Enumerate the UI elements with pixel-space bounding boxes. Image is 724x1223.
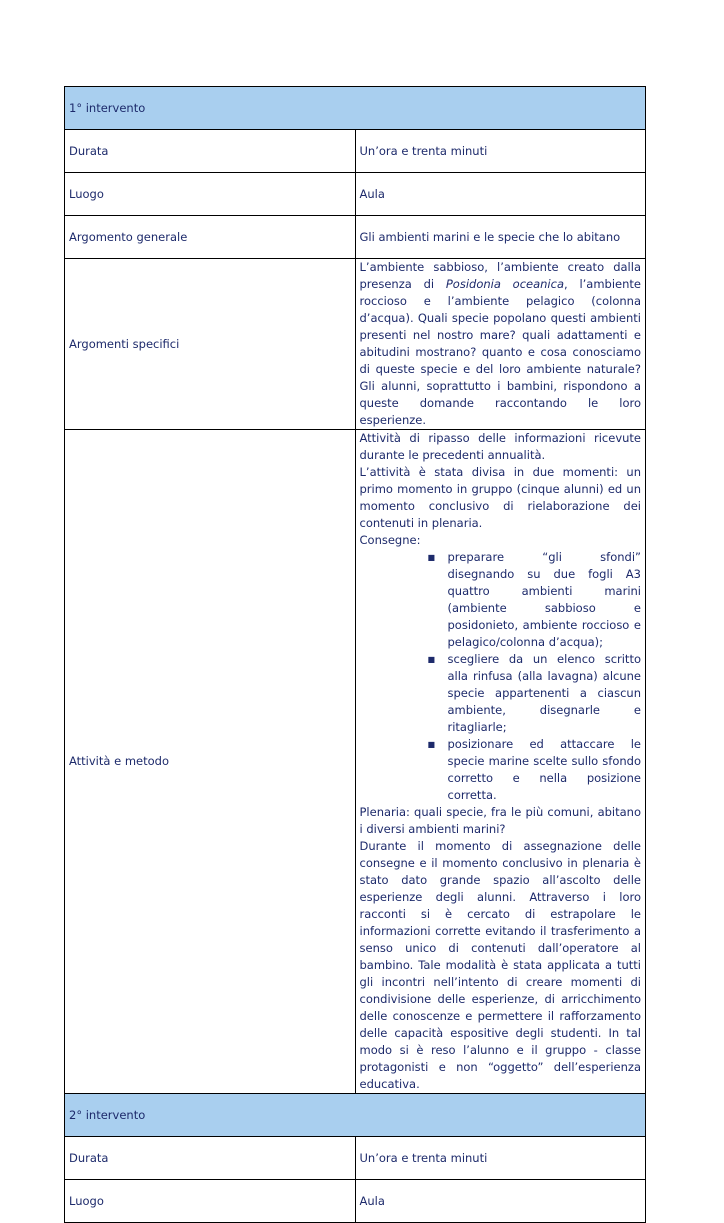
luogo-label: Luogo	[65, 173, 356, 216]
durata-label: Durata	[65, 130, 356, 173]
durata-label-2: Durata	[65, 1137, 356, 1180]
section1-specifici-row	[65, 259, 646, 430]
attivita-paragraph-2: L’attività è stata divisa in due momenti: un primo momento in gruppo (cinque alunni) ed un momento conclusivo di rielaborazione dei contenuti in plenaria.	[359, 465, 641, 530]
argomento-value: Gli ambienti marini e le specie che lo abitano	[355, 216, 646, 259]
section2-durata-row	[65, 1137, 646, 1180]
consegne-list	[360, 549, 642, 804]
section1-luogo-row	[65, 173, 646, 216]
bullet-icon: ■	[427, 553, 436, 562]
luogo-value: Aula	[355, 173, 646, 216]
section1-header-row	[65, 87, 646, 130]
list-item	[427, 651, 642, 736]
section2-header-row	[65, 1094, 646, 1137]
attivita-paragraph-1: Attività di ripasso delle informazioni ricevute durante le precedenti annualità.	[359, 431, 641, 462]
list-item-text: posizionare ed attaccare le specie marine scelte sullo sfondo corretto e nella posizione corretta.	[447, 737, 641, 802]
luogo-label-2: Luogo	[65, 1180, 356, 1223]
specifici-text-italic: Posidonia oceanica	[445, 277, 565, 291]
section2-header: 2° intervento	[65, 1094, 646, 1137]
section1-durata-row	[65, 130, 646, 173]
specifici-label: Argomenti specifici	[65, 259, 356, 430]
durata-value: Un’ora e trenta minuti	[355, 130, 646, 173]
specifici-value	[355, 259, 646, 430]
document-page	[64, 86, 646, 1223]
list-item	[427, 736, 642, 804]
luogo-value-2: Aula	[355, 1180, 646, 1223]
argomento-label: Argomento generale	[65, 216, 356, 259]
section1-attivita-row	[65, 430, 646, 1094]
attivita-value	[355, 430, 646, 1094]
intervention-table	[64, 86, 646, 1223]
list-item-text: preparare “gli sfondi” disegnando su due fogli A3 quattro ambienti marini (ambiente sabbioso e posidonieto, ambiente roccioso e pelagico/colonna d’acqua);	[447, 550, 641, 649]
bullet-icon: ■	[427, 655, 436, 664]
specifici-text-pre: L’ambiente sabbioso, l’ambiente creato dalla presenza di	[359, 260, 641, 291]
section2-luogo-row	[65, 1180, 646, 1223]
section1-header: 1° intervento	[65, 87, 646, 130]
durata-value-2: Un’ora e trenta minuti	[355, 1137, 646, 1180]
list-item	[427, 549, 642, 651]
attivita-paragraph-5: Durante il momento di assegnazione delle consegne e il momento conclusivo in plenaria è stato dato grande spazio all’ascolto delle esperienze degli alunni. Attraverso i loro racconti si è cercato di estrapolare le informazioni corrette evitando il trasferimento a senso unico di contenuti dall’operatore al bambino. Tale modalità è stata applicata a tutti gli incontri nell’intento di creare momenti di condivisione delle esperienze, di arricchimento delle conoscenze e permettere il rafforzamento delle capacità espositive degli studenti. In tal modo si è reso l’alunno e il gruppo - classe protagonisti e non “oggetto” dell’esperienza educativa.	[359, 839, 641, 1091]
attivita-label: Attività e metodo	[65, 430, 356, 1094]
specifici-text-post: , l’ambiente roccioso e l’ambiente pelagico (colonna d’acqua). Quali specie popolano questi ambienti presenti nel nostro mare? quali adattamenti e abitudini mostrano? quanto e cosa conosciamo di queste specie e del loro ambiente naturale? Gli alunni, soprattutto i bambini, rispondono a queste domande raccontando le loro esperienze.	[359, 277, 641, 427]
section1-argomento-row	[65, 216, 646, 259]
attivita-paragraph-4: Plenaria: quali specie, fra le più comuni, abitano i diversi ambienti marini?	[359, 805, 641, 836]
bullet-icon: ■	[427, 740, 436, 749]
list-item-text: scegliere da un elenco scritto alla rinfusa (alla lavagna) alcune specie appartenenti a ciascun ambiente, disegnarle e ritagliarle;	[447, 652, 641, 734]
attivita-paragraph-3: Consegne:	[359, 533, 421, 547]
